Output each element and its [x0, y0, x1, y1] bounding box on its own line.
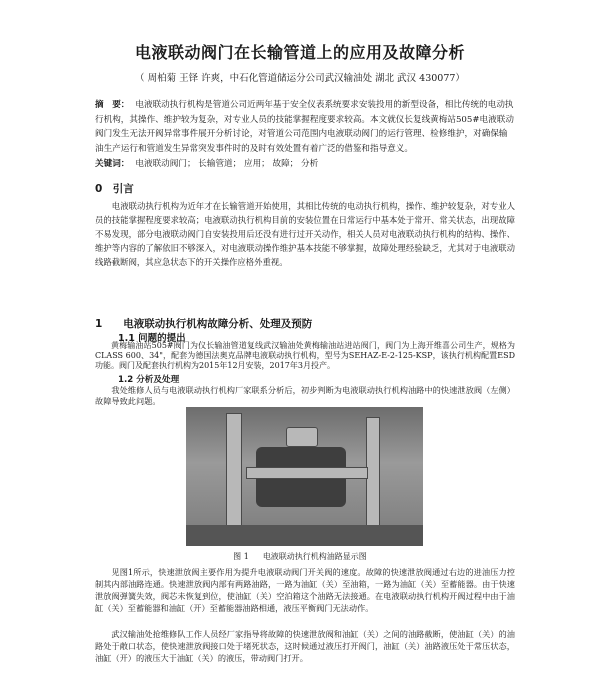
keywords — [95, 157, 515, 172]
figure-1-caption-text: 电液联动执行机构油路显示图 — [262, 552, 367, 561]
abstract — [95, 98, 515, 156]
abstract-text: 电液联动执行机构是管道公司近两年基于安全仪表系统要求安装投用的新型设备，相比传统的电动执行机构，其操作、维护较为复杂，对专业人员的技能掌握程度要求较高。本文就仪长复线黄梅站505#电液联动阀门发生无法开阀异常事件展开分析讨论，对管道公司范围内电液联动阀门的运行管理、检修维护，对确保输油生产运行和管道发生异常突发事件时的及时有效处置有着广泛的借鉴和指导意义。 — [95, 100, 514, 154]
figure-1-caption — [0, 551, 600, 562]
section-0-heading: 0 引言 — [95, 183, 134, 195]
subsection-1-2-paragraph-1: 我处维修人员与电液联动执行机构厂家联系分析后，初步判断为电液联动执行机构油路中的快速泄放阀（左侧）故障导致此问题。 — [95, 385, 515, 406]
subsection-1-1-paragraph-1: 黄梅输油站505#阀门为仪长输油管道复线武汉输油处黄梅输油站进站阀门，阀门为上海开维喜公司生产，规格为CLASS 600、34"，配套为德国法奥克品牌电液联动执行机构，型号为SEHAZ-E-2-125-KSP，该执行机构配置ESD功能。阀门及配套执行机构为2015年12月安装，2017年3月投产。 — [95, 341, 515, 370]
subsection-1-2-paragraph-2: 见图1所示，快速泄放阀主要作用为提升电液联动阀门开关阀的速度。故障的快速泄放阀通过右边的进油压力控制其内部油路连通。快速泄放阀内部有两路油路，一路为油缸（关）至油箱，一路为油缸（关）至蓄能器。由于快速泄放阀弹簧失效，阀芯未恢复到位，使油缸（关）空泊箱这个油路无法接通。在电液联动执行机构开阀过程中由于油缸（关）至蓄能器和油缸（开）至蓄能器油路相通，液压平衡阀门无法动作。 — [95, 567, 515, 613]
paper-authors: （ 周柏菊 王铎 许爽，中石化管道储运分公司武汉输油处 湖北 武汉 430077） — [135, 73, 465, 84]
figure-1-number: 图 1 — [233, 552, 249, 561]
subsection-1-1-heading: 1.1 问题的提出 — [118, 333, 186, 344]
subsection-1-2-heading: 1.2 分析及处理 — [118, 375, 180, 385]
abstract-block — [95, 98, 515, 172]
section-1-heading: 1 电液联动执行机构故障分析、处理及预防 — [95, 318, 313, 330]
section-0-paragraph: 电液联动执行机构为近年才在长输管道开始使用，其相比传统的电动执行机构，操作、维护较复杂，对专业人员的技能掌握程度要求较高；电液联动执行机构目前的安装位置在日常运行中基本处于常开、常关状态，出现故障不易发现，部分电液联动阀门自安装投用后还没有进行过开关动作，相关人员对电液联动执行机构的结构、操作、维护等内容的了解依旧不够深入，对电液联动操作维护基本技能不够掌握，故障处理经验缺乏，尤其对于电液联动线路截断阀，其应急状态下的开关操作应格外重视。 — [95, 201, 515, 267]
paper-title: 电液联动阀门在长输管道上的应用及故障分析 — [134, 43, 465, 62]
figure-1-photo — [186, 407, 423, 546]
abstract-label: 摘 要： — [95, 100, 130, 110]
keywords-label: 关键词： — [95, 159, 130, 169]
keywords-text: 电液联动阀门； 长输管道； 应用； 故障； 分析 — [135, 159, 319, 169]
subsection-1-2-paragraph-3: 武汉输油处抢维修队工作人员经厂家指导将故障的快速泄放阀和油缸（关）之间的油路截断，使油缸（关）的油路处于敞口状态，使快速泄放阀接口处于堵死状态，这时候通过液压打开阀门，油缸（关）油路液压处于常压状态，油缸（开）的液压大于油缸（关）的液压，带动阀门打开。 — [95, 629, 515, 663]
